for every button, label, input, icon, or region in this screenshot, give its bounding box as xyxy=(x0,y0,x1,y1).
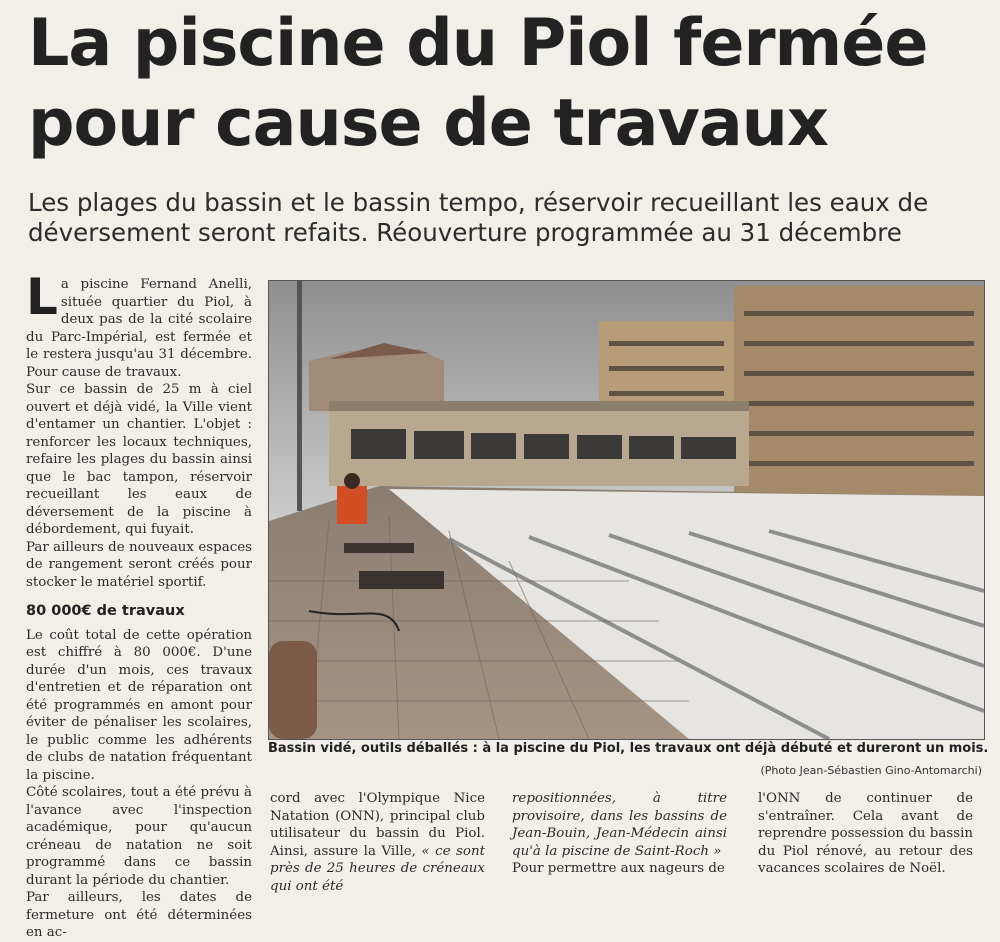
headline xyxy=(28,4,988,164)
drop-cap: L xyxy=(26,268,58,326)
column-3-quote: repositionnées, à titre provisoire, dans les bassins de Jean-Bouin, Jean-Médecin ainsi qu'à la piscine de Saint-Roch » xyxy=(512,791,727,859)
article-column-3 xyxy=(512,790,727,878)
paragraph-intro xyxy=(26,268,252,381)
subheadline-line-2: déversement seront refaits. Réouverture programmée au 31 décembre xyxy=(28,218,902,247)
article-column-4 xyxy=(758,790,973,878)
paragraph-schools: Côté scolaires, tout a été prévu à l'avance avec l'inspection académique, pour qu'aucun créneau de natation ne soit programmé dans ce bassin durant la période du chantier. xyxy=(26,785,252,888)
column-2-body: cord avec l'Olympique Nice Natation (ONN), principal club utilisateur du bassin du Piol. Ainsi, assure la Ville, xyxy=(270,791,485,859)
article-column-2 xyxy=(270,790,485,895)
headline-line-1: La piscine du Piol fermée xyxy=(28,6,928,81)
paragraph-cost: Le coût total de cette opération est chiffré à 80 000€. D'une durée d'un mois, ces travaux d'entretien et de réparation ont été programmés en amont pour éviter de pénaliser les scolaires, le public comme les adhérents de clubs de natation fréquentant la piscine. xyxy=(26,627,252,783)
pool-photo-illustration xyxy=(269,281,984,739)
paragraph-storage: Par ailleurs de nouveaux espaces de rangement seront créés pour stocker le matériel sportif. xyxy=(26,539,252,590)
column-3-text: Pour permettre aux nageurs de xyxy=(512,861,725,876)
paragraph-dates: Par ailleurs, les dates de fermeture ont été déterminées en ac- xyxy=(26,890,252,940)
subheadline xyxy=(28,188,988,248)
paragraph-intro-text: a piscine Fernand Anelli, située quartier du Piol, à deux pas de la cité scolaire du Parc-Impérial, est fermée et le restera jusqu'au 31 décembre. Pour cause de travaux. xyxy=(26,277,252,380)
pool-photo xyxy=(268,280,985,740)
column-2-quote: « ce sont près de 25 heures de créneaux qui ont été xyxy=(270,843,485,894)
column-2-text xyxy=(270,790,485,895)
article-column-1 xyxy=(26,268,252,942)
column-4-text: l'ONN de continuer de s'entraîner. Cela avant de reprendre possession du bassin du Piol rénové, au retour des vacances scolaires de Noël. xyxy=(758,791,973,876)
paragraph-works: Sur ce bassin de 25 m à ciel ouvert et déjà vidé, la Ville vient d'entamer un chantier. L'objet : renforcer les locaux techniques, refaire les plages du bassin ainsi que le bac tampon, réservoir recueillant les eaux de déversement de la piscine à débordement, qui fuyait. xyxy=(26,382,252,537)
subheadline-line-1: Les plages du bassin et le bassin tempo, réservoir recueillant les eaux de xyxy=(28,188,929,217)
photo-caption: Bassin vidé, outils déballés : à la piscine du Piol, les travaux ont déjà débuté et dureront un mois. xyxy=(268,741,989,756)
section-subtitle: 80 000€ de travaux xyxy=(26,603,185,619)
photo-credit: (Photo Jean-Sébastien Gino-Antomarchi) xyxy=(760,764,982,777)
headline-line-2: pour cause de travaux xyxy=(28,86,828,161)
